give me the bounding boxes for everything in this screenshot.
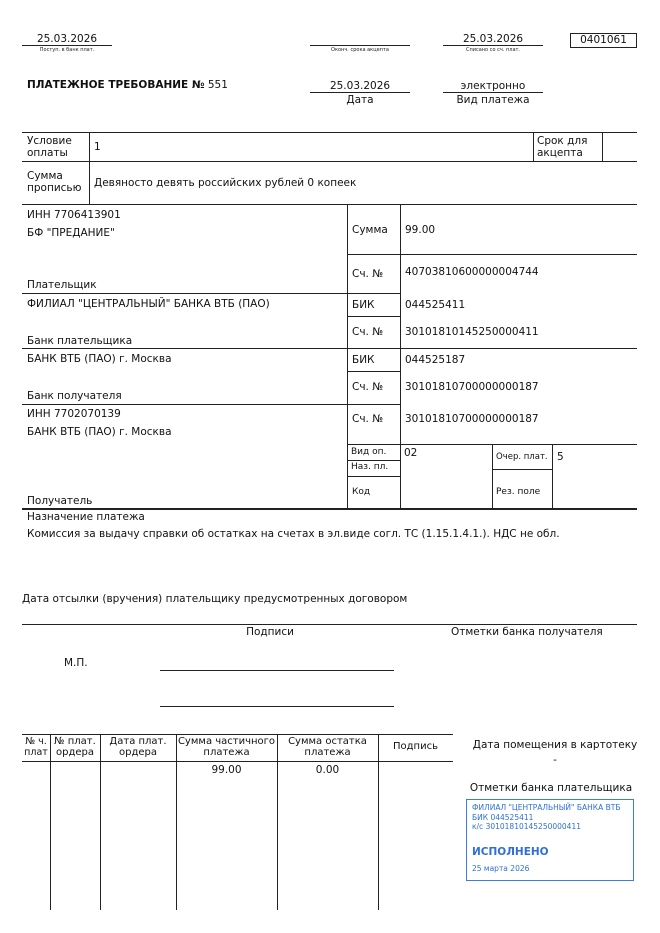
received-date-line [22,45,112,46]
partial-header-5-line2: платежа [304,747,351,758]
debited-date-caption: Списано со сч. плат. [465,47,521,53]
priority-border [492,469,552,470]
partial-header-2-line1: № плат. [54,736,96,747]
partial-header-1-line2: плат [24,747,48,758]
partial-header-2-line2: ордера [55,747,94,758]
op-type-label: Вид оп. [351,447,387,457]
payer-bank-marks-label: Отметки банка плательщика [469,782,633,794]
partial-header-2 [50,736,100,758]
document-date-caption: Дата [346,94,374,106]
payer-account-value: 40703810600000004744 [405,266,539,278]
stamp-date: 25 марта 2026 [472,863,530,873]
acceptance-term-label-line2: акцепта [537,147,583,159]
priority-right-divider [552,444,553,509]
op-type-border [347,460,400,461]
debited-date: 25.03.2026 [462,33,524,45]
partial-col-divider-5 [378,734,379,910]
partial-table-header-border [22,761,453,762]
amount-words-label-line2: прописью [27,182,82,194]
payer-bank-account-label: Сч. № [352,326,384,338]
sum-label: Сумма [352,224,388,236]
party-table-bottom-border [22,508,637,510]
recipient-bank-bik-border [347,371,400,372]
partial-header-4-line1: Сумма частичного [177,736,276,747]
payer-name: БФ "ПРЕДАНИЕ" [27,227,115,239]
purpose-label: Назначение платежа [27,511,145,523]
stamp-bik: БИК 044525411 [472,812,534,822]
partial-header-3 [100,736,176,758]
condition-label-line1: Условие [27,135,72,147]
signature-line-1 [160,670,394,671]
stamp-place-label: М.П. [64,657,88,669]
delivery-date-label: Дата отсылки (вручения) плательщику предусмотренных договором [22,593,408,605]
recipient-caption: Получатель [27,495,93,507]
priority-left-divider [492,444,493,509]
debited-date-line [443,45,543,46]
partial-header-3-line2: ордера [118,747,157,758]
footer-divider [22,624,637,625]
op-type-value: 02 [404,447,418,459]
acceptance-end-caption: Оконч. срока акцепта [331,47,389,53]
signatures-label: Подписи [246,626,294,638]
payer-bank-name: ФИЛИАЛ "ЦЕНТРАЛЬНЫЙ" БАНКА ВТБ (ПАО) [27,298,270,310]
acceptance-end-line [310,45,410,46]
payer-inn: ИНН 7706413901 [27,209,121,221]
condition-value: 1 [94,141,101,153]
acceptance-term-label [537,135,587,159]
partial-header-1 [22,736,50,758]
condition-label-line2: оплаты [27,147,68,159]
document-date-line [310,92,410,93]
recipient-top-border [22,404,400,405]
purpose-code-border [347,476,400,477]
recipient-inn: ИНН 7702070139 [27,408,121,420]
partial-col-divider-2 [100,734,101,910]
execution-stamp [466,799,634,881]
purpose-text: Комиссия за выдачу справки об остатках на счетах в эл.виде согл. ТС (1.15.1.4.1.). НДС не обл. [27,528,560,540]
partial-header-5 [277,736,378,758]
recipient-bank-bik-value: 044525187 [405,354,466,366]
payment-type: электронно [460,80,526,92]
partial-row-remainder: 0.00 [315,764,340,776]
payment-type-line [443,92,543,93]
sum-bottom-border [347,254,637,255]
payment-type-caption: Вид платежа [456,94,530,106]
sum-value: 99.00 [405,224,436,236]
code-label: Код [352,487,371,497]
recipient-bank-account-label: Сч. № [352,381,384,393]
form-code-box: 0401061 [570,33,637,48]
stamp-bank-name: ФИЛИАЛ "ЦЕНТРАЛЬНЫЙ" БАНКА ВТБ [472,803,621,812]
stamp-corr-account: к/с 30101810145250000411 [472,822,581,831]
recipient-account-label: Сч. № [352,413,384,425]
amount-words-label-line1: Сумма [27,170,63,182]
recipient-account-value: 30101810700000000187 [405,413,539,425]
partial-header-4-line2: платежа [203,747,250,758]
payer-bank-bik-label: БИК [352,299,375,311]
reserve-label: Рез. поле [496,487,541,497]
partial-table-top-border [22,734,453,735]
terms-divider [89,132,90,204]
payer-account-label: Сч. № [352,268,384,280]
recipient-bank-top-border [22,348,637,349]
document-number: 551 [207,79,228,91]
amount-words-label [27,170,81,194]
priority-value: 5 [557,451,564,463]
signature-line-2 [160,706,394,707]
acceptance-term-label-line1: Срок для [537,135,588,147]
terms-mid-border [22,161,637,162]
acceptance-term-left-divider [533,132,534,161]
payer-caption: Плательщик [27,279,97,291]
party-value-divider [400,204,401,509]
card-file-label: Дата помещения в картотеку [472,739,638,751]
partial-col-divider-1 [50,734,51,910]
purpose-code-label: Наз. пл. [351,462,389,472]
partial-col-divider-3 [176,734,177,910]
partial-row-amount: 99.00 [211,764,242,776]
partial-header-5-line1: Сумма остатка [288,736,367,747]
recipient-bank-bik-label: БИК [352,354,375,366]
payer-bank-bik-border [347,316,400,317]
terms-bottom-border [22,204,637,205]
document-title [27,79,228,91]
partial-col-divider-4 [277,734,278,910]
acceptance-term-right-divider [602,132,603,161]
payer-bank-account-value: 30101810145250000411 [405,326,539,338]
document-date: 25.03.2026 [329,80,391,92]
stamp-status: ИСПОЛНЕНО [472,845,549,858]
payer-bank-bik-value: 044525411 [405,299,466,311]
priority-label: Очер. плат. [496,452,548,462]
terms-top-border [22,132,637,133]
payer-bank-top-border [22,293,400,294]
condition-label [27,135,72,159]
received-date-caption: Поступ. в банк плат. [39,47,95,53]
recipient-bank-name: БАНК ВТБ (ПАО) г. Москва [27,353,172,365]
partial-header-3-line1: Дата плат. [109,736,167,747]
recipient-bank-account-value: 30101810700000000187 [405,381,539,393]
party-label-divider [347,204,348,509]
partial-header-4 [176,736,277,758]
card-file-value: - [553,754,557,766]
partial-header-6: Подпись [393,741,438,752]
payer-bank-caption: Банк плательщика [27,335,133,347]
amount-words-value: Девяносто девять российских рублей 0 копеек [94,177,357,189]
received-date: 25.03.2026 [36,33,98,45]
recipient-bank-marks-label: Отметки банка получателя [451,626,603,638]
partial-header-1-line1: № ч. [25,736,47,747]
title-label: ПЛАТЕЖНОЕ ТРЕБОВАНИЕ № [27,79,205,91]
recipient-name: БАНК ВТБ (ПАО) г. Москва [27,426,172,438]
recipient-bank-caption: Банк получателя [27,390,122,402]
